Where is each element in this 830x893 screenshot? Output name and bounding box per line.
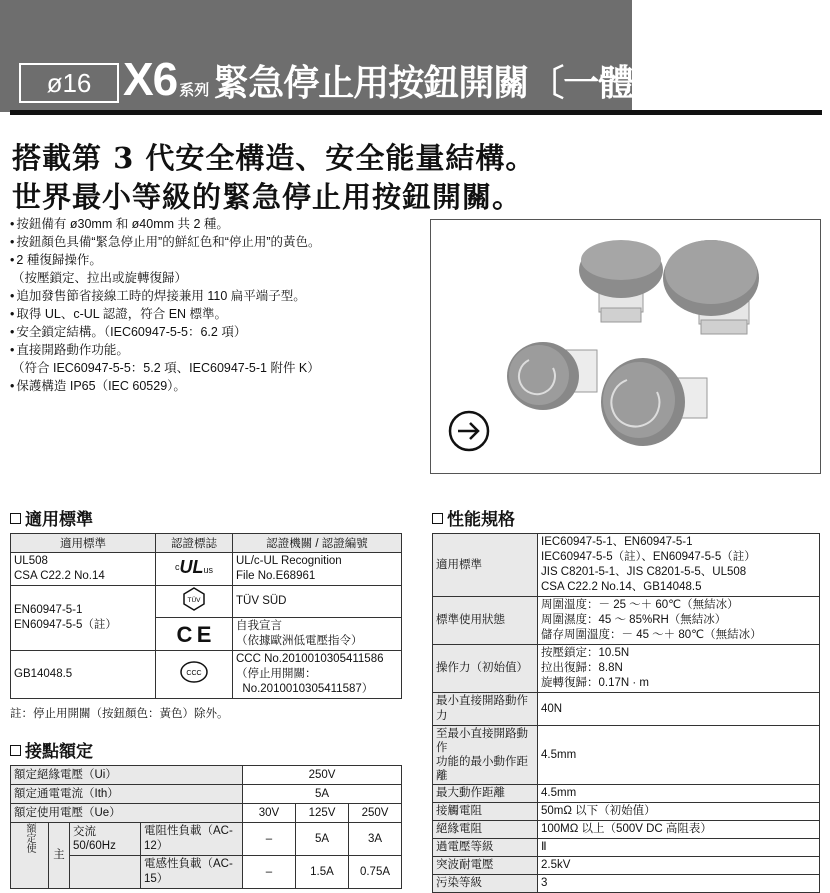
arrow-right-icon[interactable] — [448, 410, 490, 452]
section-title-contact-rating: 接點額定 — [10, 737, 93, 762]
standards-table — [10, 533, 402, 699]
row-label: 絕緣電阻 — [433, 821, 538, 839]
feature-list — [10, 215, 420, 395]
table-row — [433, 875, 820, 893]
series-label: 系列 — [179, 82, 210, 99]
table-row — [11, 823, 402, 856]
table-row — [11, 651, 402, 699]
square-bullet-icon — [432, 513, 443, 524]
table-cell: 3A — [349, 823, 402, 856]
table-cell: UL508 CSA C22.2 No.14 — [11, 553, 156, 586]
headline-2: 世界最小等級的緊急停止用按鈕開關。 — [12, 180, 523, 214]
row-label: 突波耐電壓 — [433, 857, 538, 875]
table-cell: EN60947-5-1 EN60947-5-5（註） — [11, 586, 156, 651]
ac-label: 交流 50/60Hz — [73, 826, 116, 852]
table-row — [11, 553, 402, 586]
table-cell: TÜV SÜD — [233, 586, 402, 618]
table-cell: 40N — [538, 693, 820, 726]
table-row — [433, 726, 820, 785]
table-row — [11, 804, 402, 823]
table-row — [433, 821, 820, 839]
table-cell: 4.5mm — [538, 785, 820, 803]
load-label: 電感性負載（AC-15） — [140, 856, 242, 888]
load-cell — [70, 856, 243, 889]
table-cell: 100MΩ 以上（500V DC 高阻表） — [538, 821, 820, 839]
table-cell: 4.5mm — [538, 726, 820, 785]
button-large-back — [663, 240, 759, 334]
table-cell: 5A — [296, 823, 349, 856]
row-label: 最小直接開路動作力 — [433, 693, 538, 726]
model-name: X6 — [123, 53, 178, 105]
size-label: ø16 — [19, 63, 119, 103]
row-label: 接觸電阻 — [433, 803, 538, 821]
table-cell: 125V — [296, 804, 349, 823]
table-row — [433, 785, 820, 803]
row-label: 額定通電電流（Ith） — [11, 785, 243, 804]
table-row — [11, 586, 402, 618]
table-cell: 0.75A — [349, 856, 402, 889]
header-rule — [10, 110, 822, 115]
row-label: 額定使用電壓（Ue） — [11, 804, 243, 823]
row-label: 至最小直接開路動作 功能的最小動作距離 — [433, 726, 538, 785]
product-title: 緊急停止用按鈕開關〔一體型〕 — [213, 62, 704, 103]
feature-item: • 保護構造 IP65（IEC 60529）。 — [10, 377, 420, 395]
button-small-back — [579, 240, 663, 322]
table-cell: 2.5kV — [538, 857, 820, 875]
table-cell: 自我宣言 （依據歐洲低電壓指令） — [233, 618, 402, 651]
ccc-mark-icon — [156, 651, 233, 699]
table-cell: – — [243, 823, 296, 856]
row-label: 操作力（初始值） — [433, 645, 538, 693]
table-row — [433, 857, 820, 875]
feature-item: • 追加發售節省接線工時的焊接兼用 110 扁平端子型。 — [10, 287, 420, 305]
feature-item: • 安全鎖定結構。（IEC60947-5-5：6.2 項） — [10, 323, 420, 341]
table-cell: UL/c-UL Recognition File No.E68961 — [233, 553, 402, 586]
table-cell: 周圍溫度：－ 25 ～＋ 60℃（無結冰） 周圍濕度：45 ～ 85%RH（無結冰） 儲存周圍溫度：－ 45 ～＋ 80℃（無結冰） — [538, 597, 820, 645]
load-label: 電阻性負載（AC-12） — [140, 823, 242, 855]
column-header: 適用標準 — [11, 534, 156, 553]
section-title-performance: 性能規格 — [432, 505, 515, 530]
feature-item: • 按鈕顏色具備“緊急停止用”的鮮紅色和“停止用”的黃色。 — [10, 233, 420, 251]
table-cell: 30V — [243, 804, 296, 823]
square-bullet-icon — [10, 745, 21, 756]
table-cell: 5A — [243, 785, 402, 804]
feature-item: （符合 IEC60947-5-5：5.2 項、IEC60947-5-1 附件 K） — [12, 361, 320, 375]
table-row — [433, 534, 820, 597]
table-cell: Ⅱ — [538, 839, 820, 857]
table-cell: 按壓鎖定：10.5N 拉出復歸：8.8N 旋轉復歸：0.17N · m — [538, 645, 820, 693]
ul-mark-icon: $^c$ULus — [156, 553, 233, 586]
side-label: 主 — [49, 823, 70, 889]
column-header: 認證標誌 — [156, 534, 233, 553]
table-cell: 50mΩ 以下（初始值） — [538, 803, 820, 821]
table-row — [433, 597, 820, 645]
row-label: 標準使用狀態 — [433, 597, 538, 645]
row-label: 過電壓等級 — [433, 839, 538, 857]
page-title — [123, 52, 703, 108]
column-header: 認證機關 / 認證編號 — [233, 534, 402, 553]
tuv-mark-icon — [156, 586, 233, 618]
table-row — [433, 645, 820, 693]
table-cell: GB14048.5 — [11, 651, 156, 699]
table-cell: 3 — [538, 875, 820, 893]
standards-note: 註：停止用開關（按鈕顏色：黃色）除外。 — [10, 708, 229, 720]
table-row — [11, 785, 402, 804]
button-front-left — [507, 342, 597, 410]
feature-item: （按壓鎖定、拉出或旋轉復歸） — [12, 271, 188, 285]
row-label: 適用標準 — [433, 534, 538, 597]
product-photo — [430, 219, 821, 474]
row-label: 污染等級 — [433, 875, 538, 893]
feature-item: • 取得 UL、c-UL 認證，符合 EN 標準。 — [10, 305, 420, 323]
table-cell: 250V — [349, 804, 402, 823]
table-cell: CCC No.2010010305411586 （停止用開關： No.2010010305411587） — [233, 651, 402, 699]
feature-item: • 直接開路動作功能。 — [10, 341, 420, 359]
square-bullet-icon — [10, 513, 21, 524]
table-row — [433, 803, 820, 821]
svg-text:TÜV: TÜV — [187, 597, 201, 604]
table-row — [433, 839, 820, 857]
contact-rating-table — [10, 765, 402, 889]
table-cell: – — [243, 856, 296, 889]
button-front-right — [601, 358, 707, 446]
headline-1: 搭載第 3 代安全構造、安全能量結構。 — [12, 141, 536, 175]
table-row — [433, 693, 820, 726]
table-row — [11, 856, 402, 889]
load-cell — [70, 823, 243, 856]
table-cell: IEC60947-5-1、EN60947-5-1 IEC60947-5-5（註）、EN60947-5-5（註） JIS C8201-5-1、JIS C8201-5-5、UL508 CSA C22.2 No.14、GB14048.5 — [538, 534, 820, 597]
ce-mark-icon: C E — [156, 618, 233, 651]
table-cell: 250V — [243, 766, 402, 785]
svg-text:CCC: CCC — [186, 670, 202, 677]
side-label: 額定使 — [11, 823, 49, 889]
feature-item: • 按鈕備有 ø30mm 和 ø40mm 共 2 種。 — [10, 215, 420, 233]
feature-item: • 2 種復歸操作。 — [10, 251, 420, 269]
row-label: 額定絕緣電壓（Ui） — [11, 766, 243, 785]
row-label: 最大動作距離 — [433, 785, 538, 803]
table-cell: 1.5A — [296, 856, 349, 889]
performance-table — [432, 533, 820, 893]
table-row — [11, 766, 402, 785]
section-title-standards: 適用標準 — [10, 505, 93, 530]
